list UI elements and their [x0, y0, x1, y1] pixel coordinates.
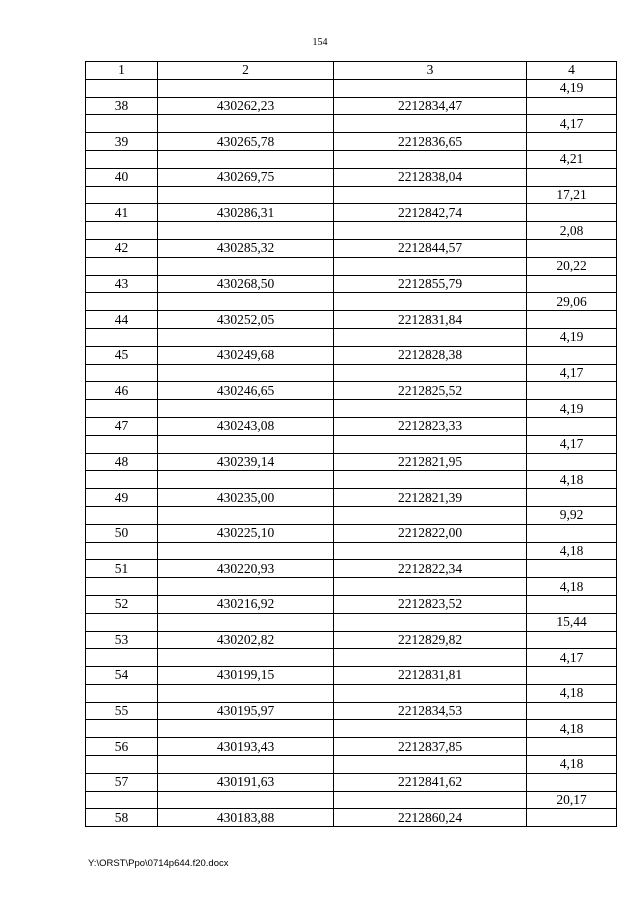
cell-distance: 4,17	[527, 364, 617, 382]
cell-point	[86, 471, 158, 489]
cell-distance	[527, 809, 617, 827]
cell-distance: 17,21	[527, 186, 617, 204]
cell-point: 45	[86, 346, 158, 364]
table-row	[86, 79, 617, 97]
cell-x	[158, 328, 334, 346]
table-row	[86, 791, 617, 809]
cell-distance	[527, 275, 617, 293]
cell-x	[158, 293, 334, 311]
cell-distance: 4,18	[527, 684, 617, 702]
cell-x	[158, 471, 334, 489]
cell-distance: 4,18	[527, 720, 617, 738]
table-header	[86, 62, 617, 80]
cell-y: 2212831,84	[334, 311, 527, 329]
cell-distance	[527, 382, 617, 400]
cell-x: 430262,23	[158, 97, 334, 115]
cell-point	[86, 79, 158, 97]
cell-point	[86, 186, 158, 204]
cell-point: 50	[86, 524, 158, 542]
cell-point	[86, 756, 158, 774]
cell-x	[158, 756, 334, 774]
cell-distance: 4,19	[527, 79, 617, 97]
cell-y	[334, 328, 527, 346]
cell-y	[334, 791, 527, 809]
cell-x	[158, 115, 334, 133]
header-row	[86, 62, 617, 80]
cell-y	[334, 79, 527, 97]
cell-distance: 29,06	[527, 293, 617, 311]
table-row	[86, 168, 617, 186]
cell-point: 42	[86, 239, 158, 257]
table-body	[86, 79, 617, 826]
cell-distance	[527, 239, 617, 257]
cell-point	[86, 257, 158, 275]
cell-distance: 4,17	[527, 649, 617, 667]
table-row	[86, 150, 617, 168]
cell-y	[334, 400, 527, 418]
cell-distance	[527, 667, 617, 685]
table-row	[86, 506, 617, 524]
cell-x: 430243,08	[158, 417, 334, 435]
cell-x	[158, 578, 334, 596]
cell-y	[334, 649, 527, 667]
cell-y: 2212823,33	[334, 417, 527, 435]
table-row	[86, 720, 617, 738]
cell-distance	[527, 702, 617, 720]
table-row	[86, 773, 617, 791]
cell-point	[86, 720, 158, 738]
cell-point	[86, 649, 158, 667]
cell-y	[334, 115, 527, 133]
cell-x: 430265,78	[158, 133, 334, 151]
cell-y	[334, 756, 527, 774]
cell-point	[86, 613, 158, 631]
page-number: 154	[312, 37, 328, 48]
cell-point: 44	[86, 311, 158, 329]
cell-point	[86, 684, 158, 702]
table-row	[86, 115, 617, 133]
cell-y: 2212829,82	[334, 631, 527, 649]
table-row	[86, 738, 617, 756]
cell-y	[334, 364, 527, 382]
cell-point	[86, 506, 158, 524]
cell-x: 430202,82	[158, 631, 334, 649]
cell-point	[86, 328, 158, 346]
cell-point: 53	[86, 631, 158, 649]
table-row	[86, 756, 617, 774]
cell-x	[158, 257, 334, 275]
cell-distance: 15,44	[527, 613, 617, 631]
cell-x	[158, 791, 334, 809]
cell-y: 2212836,65	[334, 133, 527, 151]
cell-distance: 4,18	[527, 471, 617, 489]
cell-y	[334, 293, 527, 311]
cell-x	[158, 506, 334, 524]
table-row	[86, 667, 617, 685]
cell-distance: 4,18	[527, 578, 617, 596]
cell-x: 430193,43	[158, 738, 334, 756]
cell-point: 52	[86, 595, 158, 613]
table-row	[86, 97, 617, 115]
cell-y: 2212831,81	[334, 667, 527, 685]
cell-x	[158, 222, 334, 240]
cell-y	[334, 684, 527, 702]
cell-distance: 4,17	[527, 435, 617, 453]
cell-distance: 4,17	[527, 115, 617, 133]
cell-x: 430268,50	[158, 275, 334, 293]
column-header-y: 3	[334, 62, 527, 80]
cell-x: 430183,88	[158, 809, 334, 827]
cell-x	[158, 364, 334, 382]
cell-x: 430269,75	[158, 168, 334, 186]
table-row	[86, 471, 617, 489]
table-row	[86, 133, 617, 151]
cell-point	[86, 364, 158, 382]
table-row	[86, 631, 617, 649]
cell-point: 47	[86, 417, 158, 435]
table-row	[86, 524, 617, 542]
cell-x	[158, 684, 334, 702]
cell-point: 41	[86, 204, 158, 222]
column-header-x: 2	[158, 62, 334, 80]
table-row	[86, 613, 617, 631]
cell-y: 2212855,79	[334, 275, 527, 293]
table-row	[86, 311, 617, 329]
cell-distance: 4,18	[527, 542, 617, 560]
cell-distance	[527, 738, 617, 756]
cell-distance	[527, 595, 617, 613]
table-row	[86, 578, 617, 596]
cell-distance	[527, 311, 617, 329]
cell-distance	[527, 773, 617, 791]
cell-x: 430191,63	[158, 773, 334, 791]
cell-y	[334, 542, 527, 560]
cell-y: 2212825,52	[334, 382, 527, 400]
cell-y	[334, 186, 527, 204]
table-row	[86, 595, 617, 613]
cell-point: 56	[86, 738, 158, 756]
cell-distance	[527, 453, 617, 471]
cell-y: 2212860,24	[334, 809, 527, 827]
cell-point	[86, 542, 158, 560]
cell-point: 54	[86, 667, 158, 685]
cell-x: 430225,10	[158, 524, 334, 542]
cell-y: 2212822,34	[334, 560, 527, 578]
cell-point: 58	[86, 809, 158, 827]
column-header-distance: 4	[527, 62, 617, 80]
cell-point: 55	[86, 702, 158, 720]
cell-point	[86, 578, 158, 596]
cell-x: 430286,31	[158, 204, 334, 222]
cell-point: 43	[86, 275, 158, 293]
table-row	[86, 684, 617, 702]
cell-distance	[527, 524, 617, 542]
table-row	[86, 293, 617, 311]
cell-x: 430199,15	[158, 667, 334, 685]
cell-distance	[527, 97, 617, 115]
cell-x: 430246,65	[158, 382, 334, 400]
table-row	[86, 239, 617, 257]
cell-distance	[527, 133, 617, 151]
cell-point: 38	[86, 97, 158, 115]
cell-y: 2212834,47	[334, 97, 527, 115]
table-row	[86, 453, 617, 471]
table-row	[86, 560, 617, 578]
cell-distance	[527, 489, 617, 507]
table-row	[86, 346, 617, 364]
cell-point: 57	[86, 773, 158, 791]
cell-x: 430235,00	[158, 489, 334, 507]
cell-y: 2212821,39	[334, 489, 527, 507]
cell-distance: 4,18	[527, 756, 617, 774]
cell-y: 2212828,38	[334, 346, 527, 364]
cell-y: 2212841,62	[334, 773, 527, 791]
table-row	[86, 489, 617, 507]
cell-point: 40	[86, 168, 158, 186]
table-row	[86, 257, 617, 275]
column-header-point: 1	[86, 62, 158, 80]
cell-point	[86, 222, 158, 240]
cell-distance	[527, 168, 617, 186]
table-row	[86, 702, 617, 720]
table-row	[86, 382, 617, 400]
coordinates-table	[85, 61, 617, 827]
cell-distance	[527, 560, 617, 578]
cell-y: 2212834,53	[334, 702, 527, 720]
cell-y	[334, 435, 527, 453]
cell-x: 430216,92	[158, 595, 334, 613]
table-row	[86, 364, 617, 382]
cell-point: 46	[86, 382, 158, 400]
cell-point	[86, 293, 158, 311]
cell-point	[86, 115, 158, 133]
cell-distance: 20,17	[527, 791, 617, 809]
cell-point: 51	[86, 560, 158, 578]
table-row	[86, 400, 617, 418]
table-row	[86, 328, 617, 346]
cell-point: 48	[86, 453, 158, 471]
table-row	[86, 809, 617, 827]
cell-y: 2212821,95	[334, 453, 527, 471]
cell-x: 430195,97	[158, 702, 334, 720]
cell-distance	[527, 346, 617, 364]
cell-distance: 4,19	[527, 328, 617, 346]
cell-y: 2212823,52	[334, 595, 527, 613]
cell-y	[334, 471, 527, 489]
table-row	[86, 435, 617, 453]
cell-x: 430249,68	[158, 346, 334, 364]
table-row	[86, 542, 617, 560]
cell-x: 430220,93	[158, 560, 334, 578]
table-row	[86, 204, 617, 222]
cell-x	[158, 649, 334, 667]
table-row	[86, 186, 617, 204]
cell-x	[158, 435, 334, 453]
cell-x: 430285,32	[158, 239, 334, 257]
table-row	[86, 649, 617, 667]
cell-y: 2212837,85	[334, 738, 527, 756]
cell-y	[334, 222, 527, 240]
cell-distance: 4,19	[527, 400, 617, 418]
cell-y	[334, 150, 527, 168]
cell-y	[334, 578, 527, 596]
cell-y: 2212822,00	[334, 524, 527, 542]
cell-point	[86, 791, 158, 809]
cell-point	[86, 400, 158, 418]
cell-distance: 4,21	[527, 150, 617, 168]
cell-x	[158, 400, 334, 418]
cell-y	[334, 613, 527, 631]
cell-distance	[527, 631, 617, 649]
cell-y	[334, 506, 527, 524]
cell-y: 2212844,57	[334, 239, 527, 257]
cell-x: 430252,05	[158, 311, 334, 329]
table-row	[86, 222, 617, 240]
cell-distance	[527, 417, 617, 435]
cell-x	[158, 186, 334, 204]
cell-distance: 2,08	[527, 222, 617, 240]
cell-x	[158, 150, 334, 168]
cell-y	[334, 257, 527, 275]
cell-point: 49	[86, 489, 158, 507]
cell-y	[334, 720, 527, 738]
cell-x	[158, 720, 334, 738]
table-row	[86, 417, 617, 435]
footer-file-path: Y:\ORST\Ppo\0714p644.f20.docx	[88, 858, 229, 869]
cell-x: 430239,14	[158, 453, 334, 471]
cell-x	[158, 613, 334, 631]
cell-distance: 9,92	[527, 506, 617, 524]
cell-x	[158, 79, 334, 97]
cell-distance: 20,22	[527, 257, 617, 275]
cell-point	[86, 435, 158, 453]
table-row	[86, 275, 617, 293]
cell-y: 2212838,04	[334, 168, 527, 186]
cell-point: 39	[86, 133, 158, 151]
cell-y: 2212842,74	[334, 204, 527, 222]
cell-x	[158, 542, 334, 560]
cell-point	[86, 150, 158, 168]
cell-distance	[527, 204, 617, 222]
